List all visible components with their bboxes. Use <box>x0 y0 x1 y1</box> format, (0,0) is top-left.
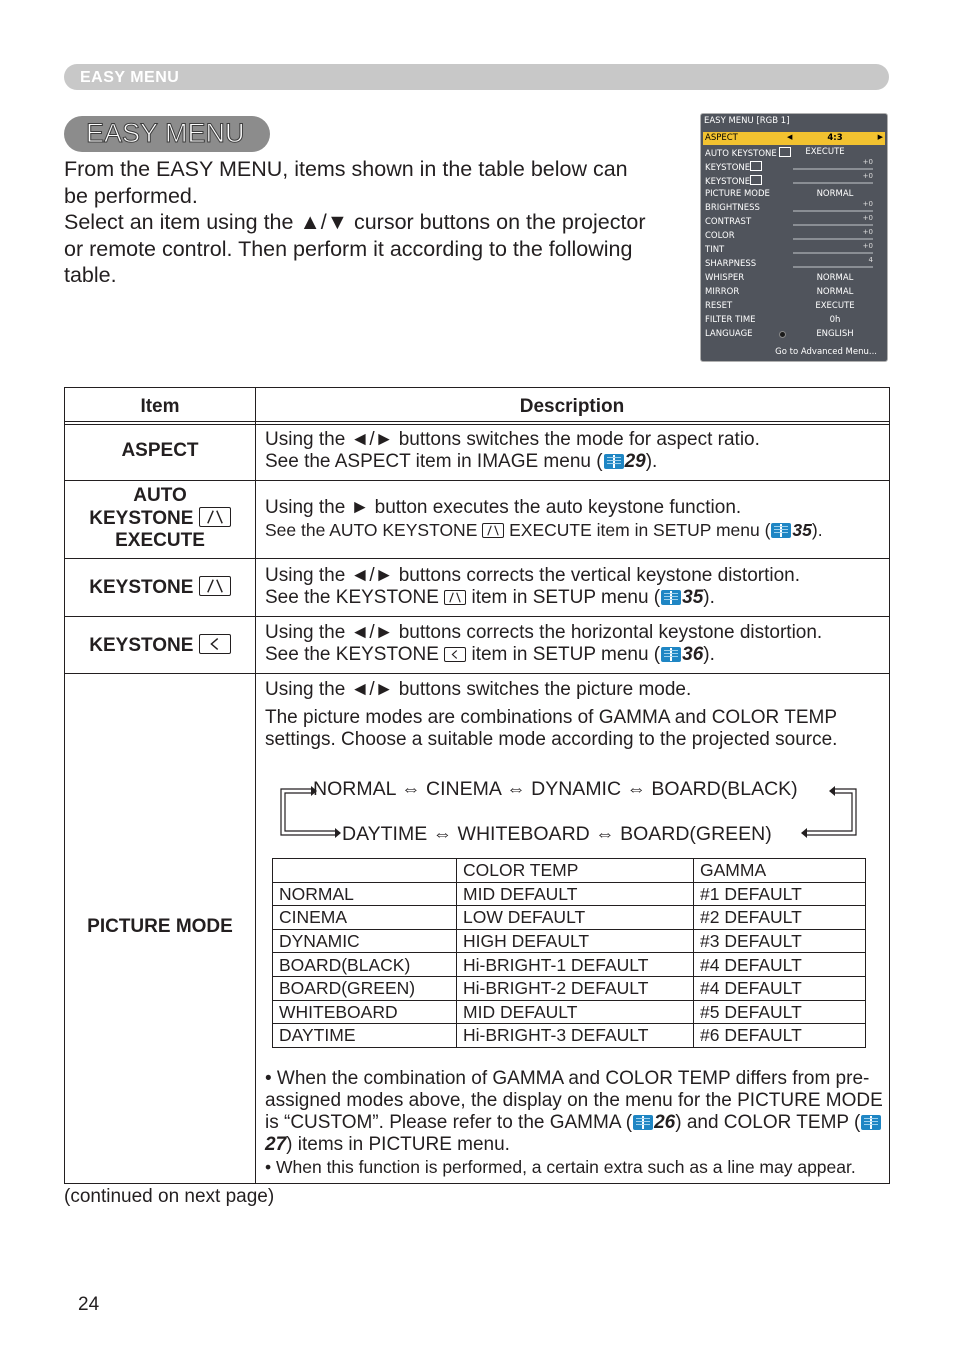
table-divider <box>65 424 889 425</box>
mode-table-cell: MID DEFAULT <box>457 1000 694 1024</box>
osd-slider[interactable] <box>793 168 873 170</box>
mode-table-row <box>273 953 866 977</box>
item-keystone-horizontal: KEYSTONE <box>65 634 255 657</box>
osd-label: KEYSTONE <box>705 175 762 187</box>
book-icon <box>661 647 681 662</box>
item-picture-mode: PICTURE MODE <box>87 916 233 937</box>
mode-table-cell: Hi-BRIGHT-3 DEFAULT <box>457 1024 694 1048</box>
desc-picture-mode-paragraph: The picture modes are combinations of GAMMA and COLOR TEMP settings. Choose a suitable mode according to the projected source. <box>265 707 838 750</box>
mode-table-cell: #2 DEFAULT <box>694 906 866 930</box>
page-reference[interactable]: 29 <box>624 451 646 472</box>
osd-row-aspect[interactable] <box>703 132 885 145</box>
arrow-head-icon <box>829 786 835 796</box>
mode-table-header-cell <box>273 859 457 883</box>
page-title <box>64 116 270 152</box>
table-column-divider <box>255 388 256 1183</box>
mode-table-cell: HIGH DEFAULT <box>457 929 694 953</box>
keystone-vertical-icon <box>779 147 791 157</box>
intro-paragraph-1: From the EASY MENU, items shown in the table below can be performed. <box>64 157 628 208</box>
desc-auto-keystone-execute <box>265 497 885 541</box>
desc-picture-mode-line1: Using the ◄/► buttons switches the picture mode. <box>265 679 692 700</box>
mode-table-cell: #5 DEFAULT <box>694 1000 866 1024</box>
osd-label: TINT <box>705 245 725 255</box>
osd-slider[interactable] <box>793 238 873 240</box>
osd-slider[interactable] <box>793 252 873 254</box>
mode-table-cell: DYNAMIC <box>273 929 457 953</box>
osd-row-color[interactable] <box>703 230 885 243</box>
easy-menu-osd <box>700 113 888 362</box>
osd-title: EASY MENU [RGB 1] <box>704 116 790 126</box>
osd-label: AUTO KEYSTONE <box>705 147 791 159</box>
desc-line: Using the ◄/► buttons corrects the horizontal keystone distortion. <box>265 622 823 643</box>
mode-table-row <box>273 906 866 930</box>
osd-label: MIRROR <box>705 287 740 297</box>
mode-table-cell: #4 DEFAULT <box>694 976 866 1000</box>
keystone-horizontal-icon <box>750 175 762 185</box>
desc-reference: See the AUTO KEYSTONE EXECUTE item in SETUP menu ( 35). <box>265 520 823 540</box>
osd-value: +0 <box>862 158 873 166</box>
book-icon <box>604 454 624 469</box>
intro-paragraph-2: Select an item using the ▲/▼ cursor buttons on the projector or remote control. Then perform it according to the following table. <box>64 210 646 287</box>
osd-value: +0 <box>862 200 873 208</box>
table-divider <box>65 480 889 481</box>
mode-table-row <box>273 976 866 1000</box>
picture-mode-cycle-row-2: DAYTIME ⇔ WHITEBOARD ⇔ BOARD(GREEN) <box>342 823 772 845</box>
osd-row-keystone-vertical[interactable] <box>703 160 885 173</box>
mode-table-row <box>273 882 866 906</box>
keystone-vertical-icon <box>199 507 231 527</box>
keystone-vertical-icon <box>750 161 762 171</box>
osd-left-arrow-icon: ◀ <box>787 133 793 141</box>
mode-table-header-cell: GAMMA <box>694 859 866 883</box>
mode-table-cell: #4 DEFAULT <box>694 953 866 977</box>
mode-table-cell: Hi-BRIGHT-1 DEFAULT <box>457 953 694 977</box>
desc-reference: See the ASPECT item in IMAGE menu ( 29). <box>265 451 658 472</box>
osd-value: +0 <box>862 242 873 250</box>
column-header-description: Description <box>519 396 625 417</box>
osd-label: PICTURE MODE <box>705 189 770 199</box>
mode-table-cell: DAYTIME <box>273 1024 457 1048</box>
osd-slider[interactable] <box>793 182 873 184</box>
osd-slider[interactable] <box>793 266 873 268</box>
osd-row-contrast[interactable] <box>703 216 885 229</box>
table-divider <box>65 421 889 422</box>
osd-label: RESET <box>705 301 733 311</box>
mode-table-cell: MID DEFAULT <box>457 882 694 906</box>
mode-table-row <box>273 929 866 953</box>
mode-table-row <box>273 1024 866 1048</box>
osd-label: SHARPNESS <box>705 259 757 269</box>
osd-value: 0h <box>829 315 841 325</box>
page-reference[interactable]: 26 <box>654 1112 676 1133</box>
keystone-vertical-icon <box>482 523 504 538</box>
picture-mode-table <box>272 858 866 1048</box>
book-icon <box>771 523 791 538</box>
mode-table-cell: LOW DEFAULT <box>457 906 694 930</box>
picture-mode-note-custom: • When the combination of GAMMA and COLOR TEMP differs from pre-assigned modes above, the display on the menu for the PICTURE MODE is “CUSTOM”. Please refer to the GAMMA ( 26) and COLOR TEMP (27) items in PICTURE menu. <box>265 1068 883 1155</box>
mode-table-header-row <box>273 859 866 883</box>
table-divider <box>65 673 889 674</box>
desc-line: Using the ◄/► buttons corrects the vertical keystone distortion. <box>265 565 801 586</box>
picture-mode-cycle-row-1: NORMAL ⇔ CINEMA ⇔ DYNAMIC ⇔ BOARD(BLACK) <box>313 778 798 800</box>
desc-keystone-vertical <box>265 565 885 609</box>
page-reference[interactable]: 36 <box>682 644 704 665</box>
book-icon <box>633 1115 653 1130</box>
desc-reference: See the KEYSTONE item in SETUP menu ( 36). <box>265 644 715 665</box>
desc-line: Using the ◄/► buttons switches the mode for aspect ratio. <box>265 429 760 450</box>
item-auto-keystone-execute: AUTO KEYSTONE EXECUTE <box>65 485 255 552</box>
table-divider <box>65 558 889 559</box>
page-reference[interactable]: 27 <box>265 1134 287 1155</box>
easy-menu-table <box>64 387 890 1184</box>
book-icon <box>661 590 681 605</box>
column-header-item: Item <box>140 396 180 417</box>
desc-keystone-horizontal <box>265 622 885 666</box>
osd-value: 4:3 <box>827 133 843 143</box>
osd-row-picture-mode[interactable] <box>703 188 885 201</box>
osd-label: FILTER TIME <box>705 315 756 325</box>
osd-row-sharpness[interactable] <box>703 258 885 271</box>
osd-slider[interactable] <box>793 224 873 226</box>
osd-row-mirror[interactable] <box>703 286 885 299</box>
mode-table-cell: #3 DEFAULT <box>694 929 866 953</box>
book-icon <box>861 1115 881 1130</box>
osd-label: WHISPER <box>705 273 745 283</box>
osd-slider[interactable] <box>793 210 873 212</box>
item-aspect: ASPECT <box>121 440 199 461</box>
osd-dot-icon <box>779 331 786 338</box>
osd-right-arrow-icon: ▶ <box>877 133 883 141</box>
osd-label: CONTRAST <box>705 217 752 227</box>
osd-row-filter-time[interactable] <box>703 314 885 327</box>
osd-value: NORMAL <box>816 273 854 283</box>
keystone-vertical-icon <box>199 576 231 596</box>
osd-value: +0 <box>862 172 873 180</box>
osd-row-tint[interactable] <box>703 244 885 257</box>
page-title-text: EASY MENU <box>86 118 245 148</box>
continued-note: (continued on next page) <box>64 1186 275 1207</box>
section-header-label: EASY MENU <box>80 69 180 86</box>
osd-label: LANGUAGE <box>705 329 753 339</box>
osd-value: +0 <box>862 228 873 236</box>
keystone-horizontal-icon <box>444 647 466 662</box>
desc-aspect <box>265 429 885 473</box>
osd-label: COLOR <box>705 231 735 241</box>
osd-label: ASPECT <box>705 133 738 143</box>
mode-table-cell: Hi-BRIGHT-2 DEFAULT <box>457 976 694 1000</box>
keystone-vertical-icon <box>444 590 466 605</box>
mode-table-cell: BOARD(GREEN) <box>273 976 457 1000</box>
mode-table-row <box>273 1000 866 1024</box>
osd-value: NORMAL <box>816 189 854 199</box>
arrow-head-icon <box>335 828 341 838</box>
osd-value: 4 <box>868 256 873 264</box>
mode-table-cell: BOARD(BLACK) <box>273 953 457 977</box>
mode-table-cell: #1 DEFAULT <box>694 882 866 906</box>
keystone-horizontal-icon <box>199 634 231 654</box>
osd-row-keystone-horizontal[interactable] <box>703 174 885 187</box>
osd-row-brightness[interactable] <box>703 202 885 215</box>
desc-line: Using the ► button executes the auto keystone function. <box>265 497 742 518</box>
mode-table-header-cell: COLOR TEMP <box>457 859 694 883</box>
osd-label: BRIGHTNESS <box>705 203 760 213</box>
mode-table-cell: WHITEBOARD <box>273 1000 457 1024</box>
mode-table-cell: CINEMA <box>273 906 457 930</box>
intro-text <box>64 156 654 289</box>
osd-row-whisper[interactable] <box>703 272 885 285</box>
arrow-head-icon <box>801 828 807 838</box>
osd-value: EXECUTE <box>815 301 855 311</box>
osd-value: EXECUTE <box>805 147 845 157</box>
osd-label: KEYSTONE <box>705 161 762 173</box>
osd-value: +0 <box>862 214 873 222</box>
item-keystone-vertical: KEYSTONE <box>65 576 255 599</box>
osd-row-reset[interactable] <box>703 300 885 313</box>
mode-table-cell: #6 DEFAULT <box>694 1024 866 1048</box>
picture-mode-note-extra: • When this function is performed, a certain extra such as a line may appear. <box>265 1157 856 1177</box>
desc-reference: See the KEYSTONE item in SETUP menu ( 35). <box>265 587 715 608</box>
table-divider <box>65 616 889 617</box>
osd-row-language[interactable] <box>703 328 885 341</box>
osd-advanced-menu-link[interactable]: Go to Advanced Menu... <box>775 347 877 357</box>
page-number: 24 <box>78 1294 100 1315</box>
page-reference[interactable]: 35 <box>682 587 704 608</box>
osd-value: ENGLISH <box>816 329 854 339</box>
page-reference[interactable]: 35 <box>792 520 812 540</box>
mode-table-cell: NORMAL <box>273 882 457 906</box>
section-header-bar <box>64 64 889 90</box>
osd-value: NORMAL <box>816 287 854 297</box>
osd-row-auto-keystone[interactable] <box>703 146 885 159</box>
